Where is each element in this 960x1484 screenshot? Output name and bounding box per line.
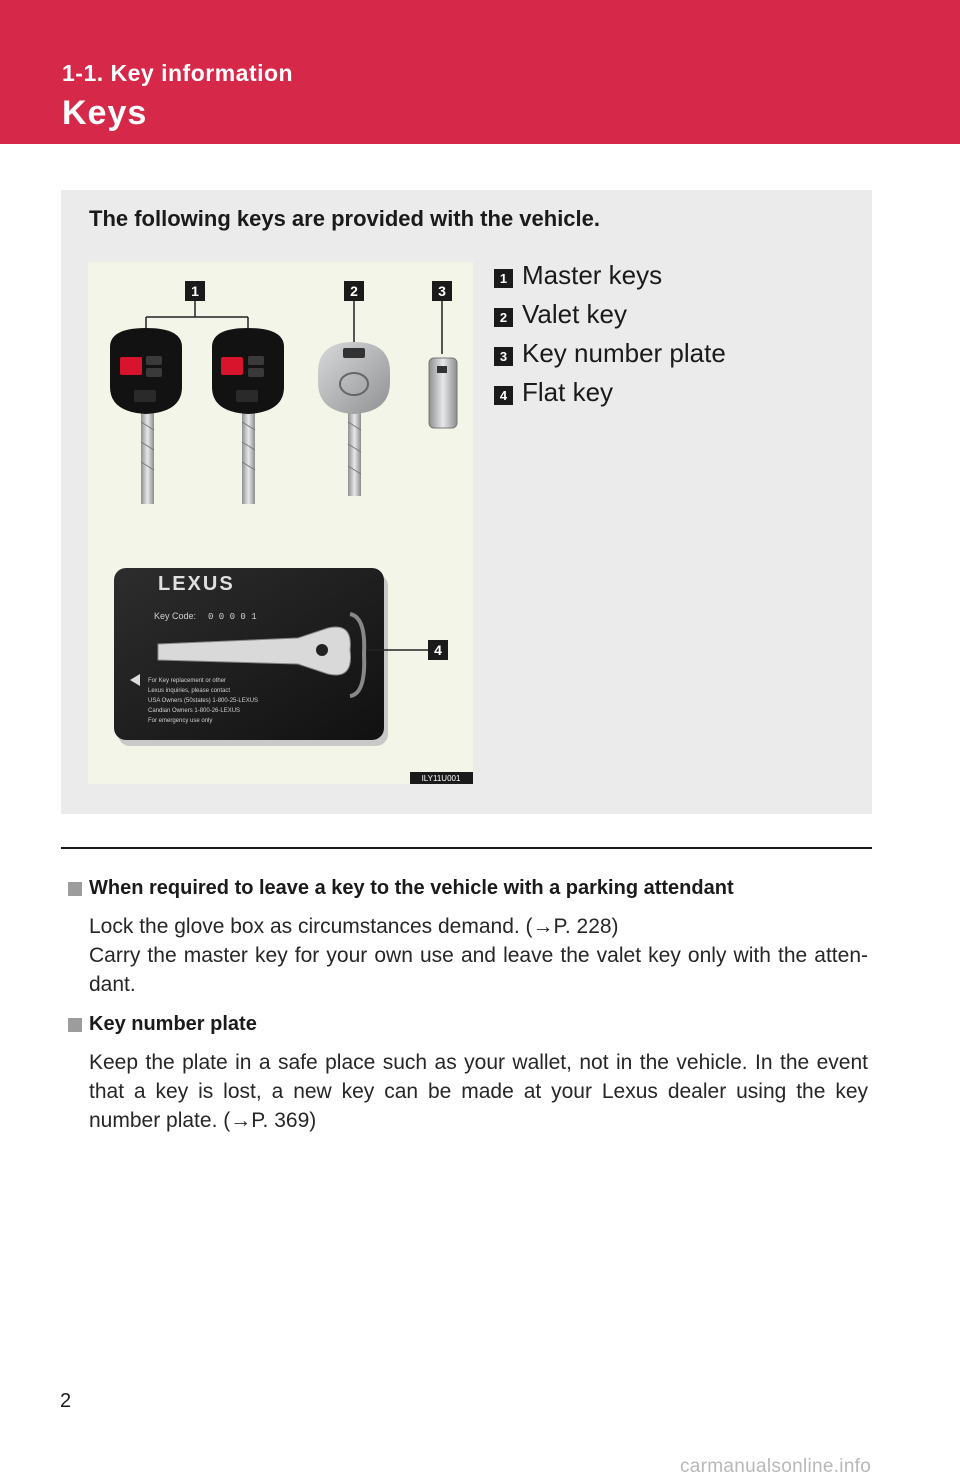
note-heading-text: When required to leave a key to the vehicle with a parking attendant [89, 877, 734, 899]
plate-note-4: Candian Owners 1-800-26-LEXUS [148, 708, 241, 714]
keys-illustration-svg [88, 262, 473, 784]
legend-number: 4 [494, 386, 513, 405]
page-number: 2 [60, 1390, 72, 1412]
note-heading [68, 1013, 868, 1036]
note-body [89, 1048, 868, 1135]
plate-brand: LEXUS [158, 573, 235, 595]
page-header [0, 0, 960, 144]
legend-number: 1 [494, 269, 513, 288]
legend-label: Key number plate [522, 338, 726, 368]
master-key-2 [212, 328, 284, 504]
valet-key [318, 342, 390, 496]
note-paragraph: Lock the glove box as circumstances demand. (→P. 228) [89, 915, 619, 938]
callout-3: 3 [438, 283, 446, 299]
legend-label: Master keys [522, 260, 663, 290]
legend-number: 3 [494, 347, 513, 366]
note-paragraph: Keep the plate in a safe place such as your wallet, not in the vehicle. In the event that a key is lost, a new key can be made at your Lexus dealer using the key number plate. (→P. 369) [89, 1051, 868, 1132]
plate-code-label: Key Code: [154, 611, 197, 621]
legend-label: Flat key [522, 377, 614, 407]
plate-note-1: For Key replacement or other [148, 678, 227, 684]
legend-number: 2 [494, 308, 513, 327]
square-bullet-icon [68, 1018, 82, 1032]
legend-item-key-number-plate [494, 334, 726, 373]
section-divider [61, 847, 872, 849]
plate-note-2: Lexus inquiries, please contact [148, 688, 231, 694]
keys-panel [61, 190, 872, 814]
note-heading-text: Key number plate [89, 1013, 257, 1035]
panel-intro: The following keys are provided with the vehicle. [89, 206, 601, 231]
keys-illustration [88, 262, 473, 784]
flat-key-small [429, 358, 457, 428]
plate-note-3: USA Owners (50states) 1-800-25-LEXUS [148, 698, 259, 704]
footer-watermark: carmanualsonline.info [680, 1456, 872, 1477]
legend-label: Valet key [522, 299, 628, 329]
note-heading [68, 877, 868, 900]
key-number-plate [114, 568, 388, 746]
legend-item-flat-key [494, 373, 726, 412]
note-body [89, 912, 868, 999]
plate-note-5: For emergency use only [148, 718, 213, 724]
page-title: Keys [62, 94, 148, 132]
legend-item-valet-key [494, 295, 726, 334]
master-key-1 [110, 328, 182, 504]
note-key-number-plate [68, 1013, 868, 1135]
square-bullet-icon [68, 882, 82, 896]
callout-1: 1 [191, 283, 199, 299]
section-label: 1-1. Key information [62, 60, 294, 86]
plate-code-value: 0 0 0 0 1 [208, 612, 257, 622]
callout-4: 4 [434, 642, 442, 658]
image-code: ILY11U001 [421, 774, 461, 783]
legend-item-master-keys [494, 256, 726, 295]
note-parking-attendant [68, 877, 868, 999]
callout-2: 2 [350, 283, 358, 299]
note-paragraph: Carry the master key for your own use and leave the valet key only with the atten-dant. [89, 944, 868, 996]
keys-legend [494, 256, 726, 412]
